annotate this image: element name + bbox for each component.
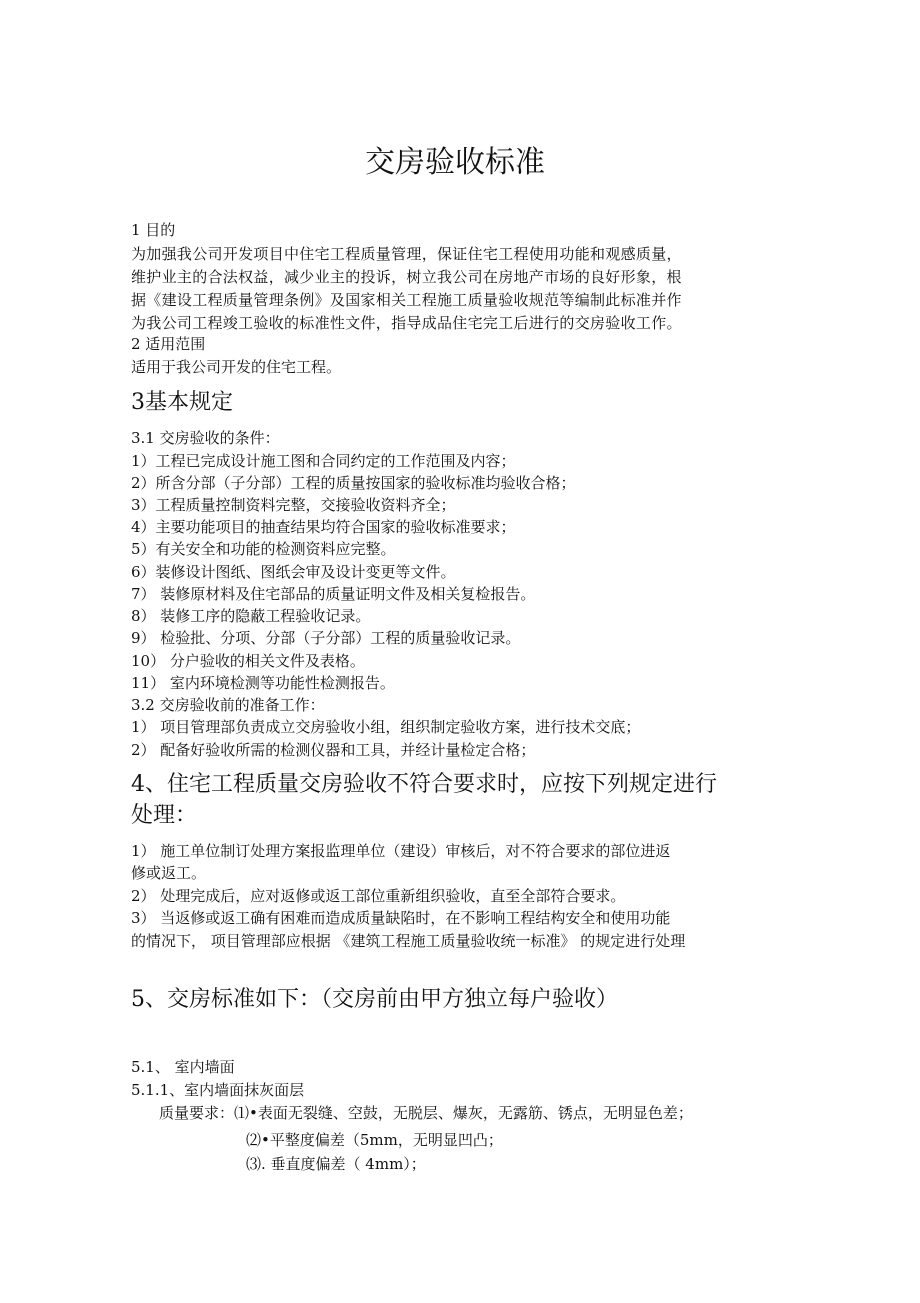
list-item: 1） 项目管理部负责成立交房验收小组，组织制定验收方案，进行技术交底；: [131, 718, 641, 736]
section-1-line: 为加强我公司开发项目中住宅工程质量管理，保证住宅工程使用功能和观感质量，: [131, 245, 682, 263]
list-item: 4）主要功能项目的抽查结果均符合国家的验收标准要求；: [131, 518, 516, 536]
section-1-heading: 1 目的: [131, 221, 176, 239]
section-4-line: 2） 处理完成后，应对返修或返工部位重新组织验收，直至全部符合要求。: [131, 887, 626, 905]
section-3-1-heading: 3.1 交房验收的条件：: [131, 429, 280, 447]
section-4-heading-cont: 处理：: [131, 803, 198, 828]
quality-requirement-1: 质量要求：⑴•表面无裂缝、空鼓，无脱层、爆灰，无露筋、锈点，无明显色差；: [159, 1104, 693, 1122]
section-4-line: 1） 施工单位制订处理方案报监理单位（建设）审核后，对不符合要求的部位进返: [131, 842, 671, 860]
section-3-2-heading: 3.2 交房验收前的准备工作：: [131, 696, 325, 714]
quality-requirement-2: ⑵•平整度偏差（5mm，无明显凹凸；: [246, 1131, 503, 1149]
list-item: 9） 检验批、分项、分部（子分部）工程的质量验收记录。: [131, 629, 521, 647]
list-item: 6）装修设计图纸、图纸会审及设计变更等文件。: [131, 563, 456, 581]
list-item: 5）有关安全和功能的检测资料应完整。: [131, 540, 396, 558]
section-4-line: 修或返工。: [131, 864, 207, 882]
section-1-line: 据《建设工程质量管理条例》及国家相关工程施工质量验收规范等编制此标准并作: [131, 291, 682, 309]
list-item: 1）工程已完成设计施工图和合同约定的工作范围及内容；: [131, 452, 516, 470]
section-2-text: 适用于我公司开发的住宅工程。: [131, 358, 342, 376]
section-1-line: 为我公司工程竣工验收的标准性文件，指导成品住宅完工后进行的交房验收工作。: [131, 314, 682, 332]
section-2-heading: 2 适用范围: [131, 335, 206, 353]
quality-requirement-3: ⑶. 垂直度偏差（ 4mm）；: [246, 1155, 426, 1173]
section-5-1-heading: 5.1、 室内墙面: [131, 1058, 235, 1076]
section-5-heading: 5、交房标准如下：（交房前由甲方独立每户验收）: [131, 987, 618, 1012]
section-3-heading: 3基本规定: [131, 390, 233, 415]
list-item: 3）工程质量控制资料完整，交接验收资料齐全；: [131, 496, 456, 514]
section-4-line: 的情况下， 项目管理部应根据 《建筑工程施工质量验收统一标准》 的规定进行处理: [131, 932, 686, 950]
page-title: 交房验收标准: [365, 145, 545, 180]
section-4-heading: 4、住宅工程质量交房验收不符合要求时，应按下列规定进行: [131, 772, 717, 797]
section-4-line: 3） 当返修或返工确有困难而造成质量缺陷时，在不影响工程结构安全和使用功能: [131, 909, 671, 927]
list-item: 8） 装修工序的隐蔽工程验收记录。: [131, 607, 371, 625]
section-1-line: 维护业主的合法权益，减少业主的投诉，树立我公司在房地产市场的良好形象，根: [131, 268, 682, 286]
list-item: 10） 分户验收的相关文件及表格。: [131, 652, 365, 670]
list-item: 11） 室内环境检测等功能性检测报告。: [131, 674, 395, 692]
list-item: 2） 配备好验收所需的检测仪器和工具，并经计量检定合格；: [131, 741, 536, 759]
list-item: 7） 装修原材料及住宅部品的质量证明文件及相关复检报告。: [131, 585, 536, 603]
section-5-1-1-heading: 5.1.1、室内墙面抹灰面层: [131, 1081, 305, 1099]
list-item: 2）所含分部（子分部）工程的质量按国家的验收标准均验收合格；: [131, 474, 576, 492]
